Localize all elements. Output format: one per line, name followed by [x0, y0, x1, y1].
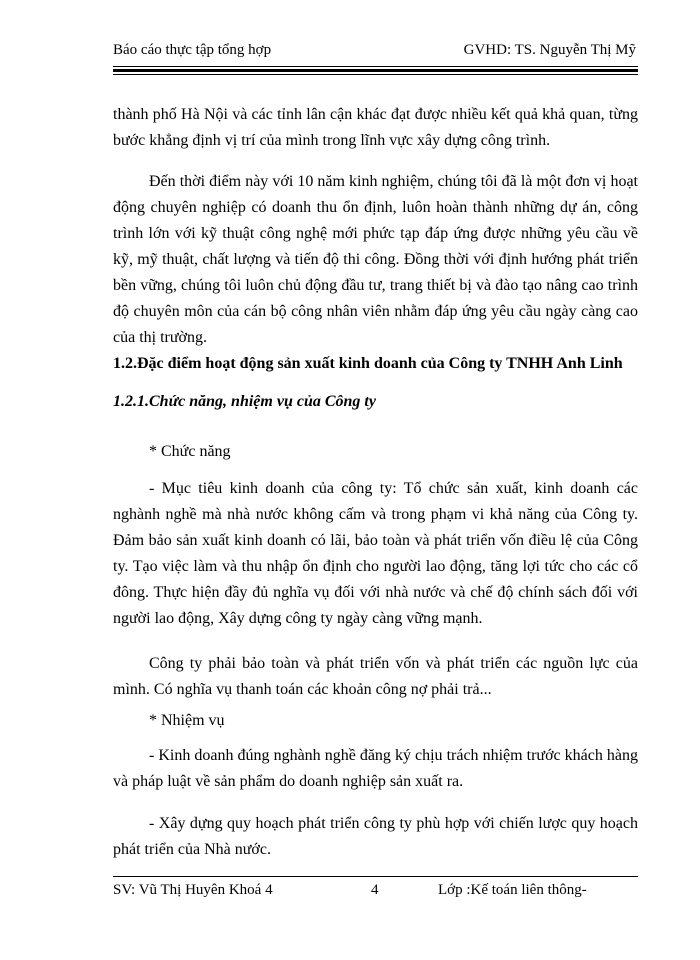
- header-report-title: Báo cáo thực tập tổng hợp: [113, 42, 272, 58]
- footer-class: Lớp :Kế toán liên thông-: [438, 882, 587, 898]
- paragraph-business-goal: - Mục tiêu kinh doanh của công ty: Tổ chức sản xuất, kinh doanh các nghành nghề mà nhà nước không cấm và trong phạm vi khả năng của Công ty. Đảm bảo sản xuất kinh doanh có lãi, bảo toàn và phát triển vốn điều lệ của Công ty. Tạo việc làm và thu nhập ổn định cho người lao động, tăng lợi tức cho các cổ đông. Thực hiện đầy đủ nghĩa vụ đối với nhà nước và chế độ chính sách đối với người lao động, Xây dựng công ty ngày càng vững mạnh.: [113, 480, 638, 627]
- header-rule-top: [113, 66, 638, 67]
- paragraph-experience: Đến thời điểm này với 10 năm kinh nghiệm, chúng tôi đã là một đơn vị hoạt động chuyên nghiệp có doanh thu ổn định, luôn hoàn thành những dự án, công trình lớn với kỹ thuật công nghệ mới phức tạp đáp ứng được những yêu cầu về kỹ, mỹ thuật, chất lượng và tiến độ thi công. Đồng thời với định hướng phát triển bền vững, chúng tôi luôn chủ động đầu tư, trang thiết bị và đào tạo nâng cao trình độ chuyên môn của cán bộ công nhân viên nhằm đáp ứng yêu cầu ngày càng cao của thị trường.: [113, 173, 638, 346]
- header-supervisor: GVHD: TS. Nguyễn Thị Mỹ: [463, 42, 636, 58]
- subheading-chuc-nang: * Chức năng: [149, 443, 231, 460]
- header-rule-bottom: [113, 74, 638, 75]
- section-heading-1-2-1: 1.2.1.Chức năng, nhiệm vụ của Công ty: [113, 393, 376, 410]
- paragraph-duty-business: - Kinh doanh đúng nghành nghề đăng ký chịu trách nhiệm trước khách hàng và pháp luật về sản phẩm do doanh nghiệp sản xuất ra.: [113, 747, 638, 790]
- section-heading-1-2: 1.2.Đặc điểm hoạt động sản xuất kinh doanh của Công ty TNHH Anh Linh: [113, 355, 623, 372]
- header-rule-thick: [113, 69, 638, 72]
- footer-page-number: 4: [371, 882, 379, 898]
- footer-rule: [113, 876, 638, 877]
- footer-student: SV: Vũ Thị Huyên Khoá 4: [113, 882, 273, 898]
- paragraph-intro-continued: thành phố Hà Nội và các tỉnh lân cận khác đạt được nhiều kết quả khả quan, từng bước khẳng định vị trí của mình trong lĩnh vực xây dựng công trình.: [113, 106, 638, 149]
- subheading-nhiem-vu: * Nhiệm vụ: [149, 712, 225, 729]
- paragraph-duty-planning: - Xây dựng quy hoạch phát triển công ty phù hợp với chiến lược quy hoạch phát triển của Nhà nước.: [113, 815, 638, 858]
- paragraph-capital: Công ty phải bảo toàn và phát triển vốn và phát triển các nguồn lực của mình. Có nghĩa vụ thanh toán các khoản công nợ phải trả...: [113, 655, 638, 698]
